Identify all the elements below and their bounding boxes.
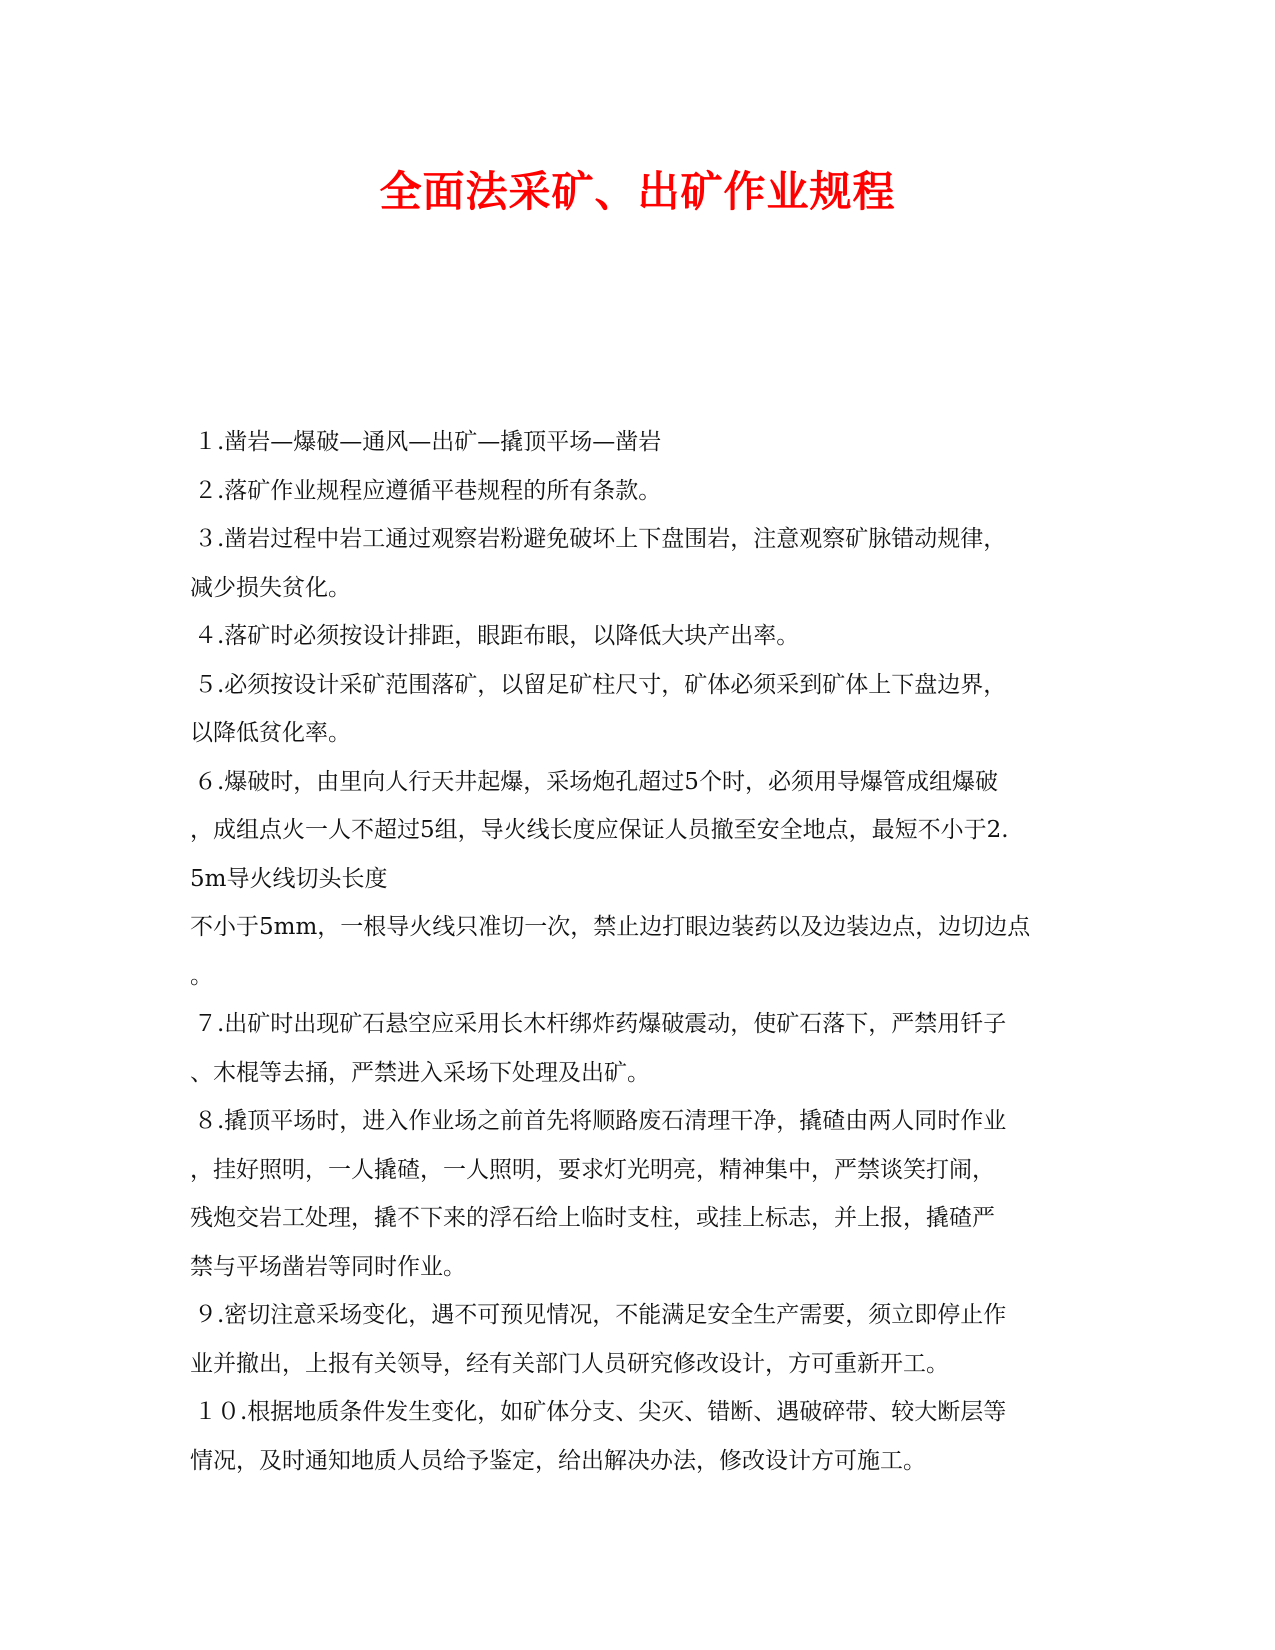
text-line: １０.根据地质条件发生变化，如矿体分支、尖灭、错断、遇破碎带、较大断层等 — [194, 1399, 1007, 1425]
document-title: 全面法采矿、出矿作业规程 — [379, 167, 896, 216]
text-line: 禁与平场凿岩等同时作业。 — [190, 1253, 466, 1280]
text-line: 不小于5mm，一根导火线只准切一次，禁止边打眼边装药以及边装边点，边切边点 — [190, 914, 1031, 940]
text-line: 残炮交岩工处理，撬不下来的浮石给上临时支柱，或挂上标志，并上报，撬碴严 — [190, 1205, 995, 1231]
text-line: ４.落矿时必须按设计排距，眼距布眼，以降低大块产出率。 — [194, 623, 800, 649]
text-line: ５.必须按设计采矿范围落矿，以留足矿柱尺寸，矿体必须采到矿体上下盘边界， — [194, 671, 1007, 698]
text-line: 、木棍等去捅，严禁进入采场下处理及出矿。 — [190, 1059, 650, 1086]
text-line: ，挂好照明，一人撬碴，一人照明，要求灯光明亮，精神集中，严禁谈笑打闹， — [190, 1156, 995, 1183]
text-line: 以降低贫化率。 — [190, 720, 351, 746]
text-line: ６.爆破时，由里向人行天井起爆，采场炮孔超过5个时，必须用导爆管成组爆破 — [194, 768, 998, 795]
text-line: 情况，及时通知地质人员给予鉴定，给出解决办法，修改设计方可施工。 — [190, 1447, 926, 1474]
text-line: ８.撬顶平场时，进入作业场之前首先将顺路废石清理干净，撬碴由两人同时作业 — [194, 1108, 1007, 1134]
text-line: １.凿岩—爆破—通风—出矿—撬顶平场—凿岩 — [194, 429, 662, 455]
text-line: ，成组点火一人不超过5组，导火线长度应保证人员撤至安全地点，最短不小于2. — [190, 817, 1009, 843]
text-line: 业并撤出，上报有关领导，经有关部门人员研究修改设计，方可重新开工。 — [190, 1350, 949, 1377]
text-line: ７.出矿时出现矿石悬空应采用长木杆绑炸药爆破震动，使矿石落下，严禁用钎子 — [194, 1011, 1007, 1037]
text-line: ２.落矿作业规程应遵循平巷规程的所有条款。 — [194, 477, 662, 504]
text-line: 减少损失贫化。 — [190, 574, 351, 601]
document-body — [190, 418, 1080, 1485]
text-line: ９.密切注意采场变化，遇不可预见情况，不能满足安全生产需要，须立即停止作 — [194, 1302, 1007, 1328]
text-line: ３.凿岩过程中岩工通过观察岩粉避免破坏上下盘围岩，注意观察矿脉错动规律， — [194, 526, 1007, 552]
text-line: 5m导火线切头长度 — [190, 865, 388, 892]
text-line: 。 — [190, 962, 213, 989]
